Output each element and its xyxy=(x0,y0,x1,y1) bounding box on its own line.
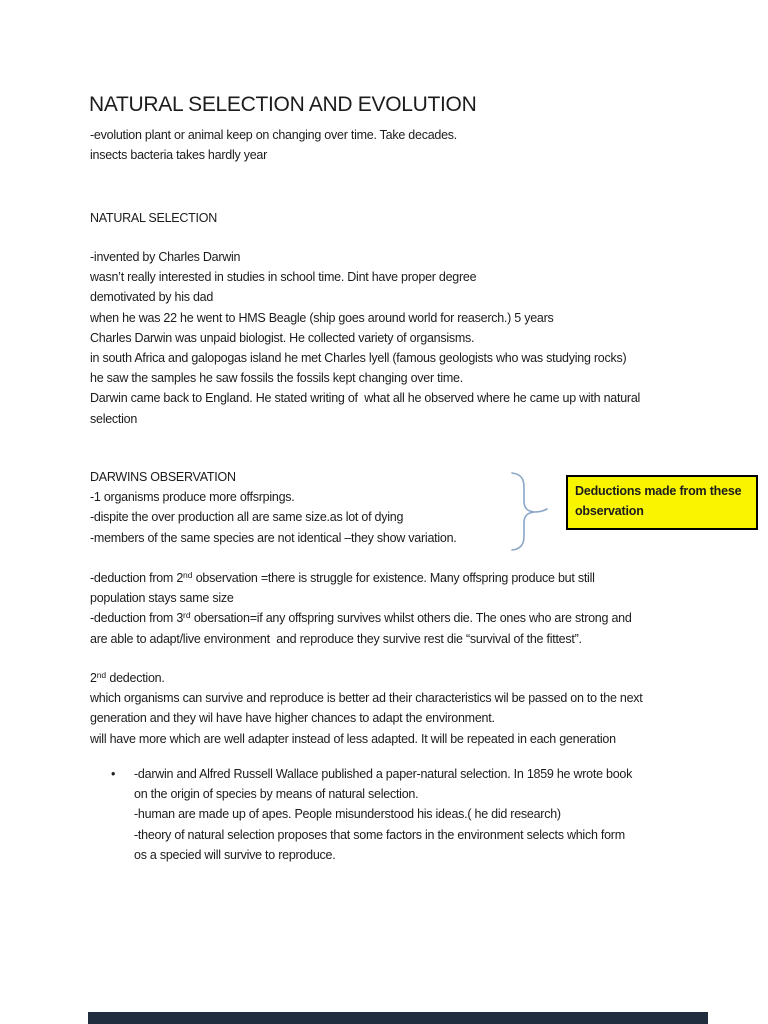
text-line: -deduction from 3rd obersation=if any offspring survives whilst others die. The ones who are strong and xyxy=(90,610,632,626)
deductions-paragraph xyxy=(90,568,632,649)
second-deduction-paragraph xyxy=(90,668,643,749)
intro-paragraph xyxy=(90,125,457,165)
text-line: generation and they wil have have higher chances to adapt the environment. xyxy=(90,711,495,726)
text-line: -deduction from 2nd observation =there is struggle for existence. Many offspring produce but still xyxy=(90,570,595,585)
text-line: in south Africa and galopogas island he met Charles lyell (famous geologists who was studying rocks) xyxy=(90,351,627,366)
text-line: will have more which are well adapter instead of less adapted. It will be repeated in each generation xyxy=(90,731,616,746)
text-line: -invented by Charles Darwin xyxy=(90,250,241,264)
bullet-list-paragraph xyxy=(134,764,632,865)
text-line: on the origin of species by means of natural selection. xyxy=(134,787,419,802)
text-line: when he was 22 he went to HMS Beagle (ship goes around world for reaserch.) 5 years xyxy=(90,310,554,325)
text-line: os a specied will survive to reproduce. xyxy=(134,847,336,862)
text-line: observation xyxy=(575,504,644,518)
text-line: -1 organisms produce more offsrpings. xyxy=(90,490,295,505)
text-line: wasn’t really interested in studies in school time. Dint have proper degree xyxy=(90,270,477,285)
text-line: Darwin came back to England. He stated writing of what all he observed where he came up with natural xyxy=(90,391,641,406)
text-line: -members of the same species are not identical –they show variation. xyxy=(90,530,457,545)
text-line: Charles Darwin was unpaid biologist. He collected variety of organsisms. xyxy=(90,330,475,345)
text-line: selection xyxy=(90,411,138,426)
text-line: -dispite the over production all are same size.as lot of dying xyxy=(90,510,404,525)
text-line: demotivated by his dad xyxy=(90,290,214,305)
bullet-point: • xyxy=(111,767,116,781)
text-line: 2nd dedection. xyxy=(90,670,165,685)
text-line: insects bacteria takes hardly year xyxy=(90,148,268,163)
text-line: -evolution plant or animal keep on changing over time. Take decades. xyxy=(90,128,458,142)
curly-brace-icon xyxy=(505,470,549,552)
document-title: NATURAL SELECTION AND EVOLUTION xyxy=(89,93,477,116)
text-line: Deductions made from these xyxy=(575,484,742,498)
text-line: -darwin and Alfred Russell Wallace published a paper-natural selection. In 1859 he wrote book xyxy=(134,767,633,781)
darwin-bio-paragraph xyxy=(90,247,640,429)
text-line: which organisms can survive and reproduce is better ad their characteristics wil be passed on to the next xyxy=(90,691,643,706)
text-line: are able to adapt/live environment and reproduce they survive rest die “survival of the fittest”. xyxy=(90,631,582,646)
bottom-dark-bar xyxy=(88,1012,708,1024)
text-line: DARWINS OBSERVATION xyxy=(90,470,236,484)
deductions-callout xyxy=(566,475,758,530)
natural-selection-heading xyxy=(90,208,217,228)
text-line: NATURAL SELECTION xyxy=(90,211,218,225)
text-line: population stays same size xyxy=(90,591,234,606)
text-line: -theory of natural selection proposes that some factors in the environment selects which form xyxy=(134,827,625,842)
text-line: -human are made up of apes. People misunderstood his ideas.( he did research) xyxy=(134,807,561,822)
text-line: he saw the samples he saw fossils the fossils kept changing over time. xyxy=(90,371,463,386)
darwins-observation-section xyxy=(90,467,457,548)
